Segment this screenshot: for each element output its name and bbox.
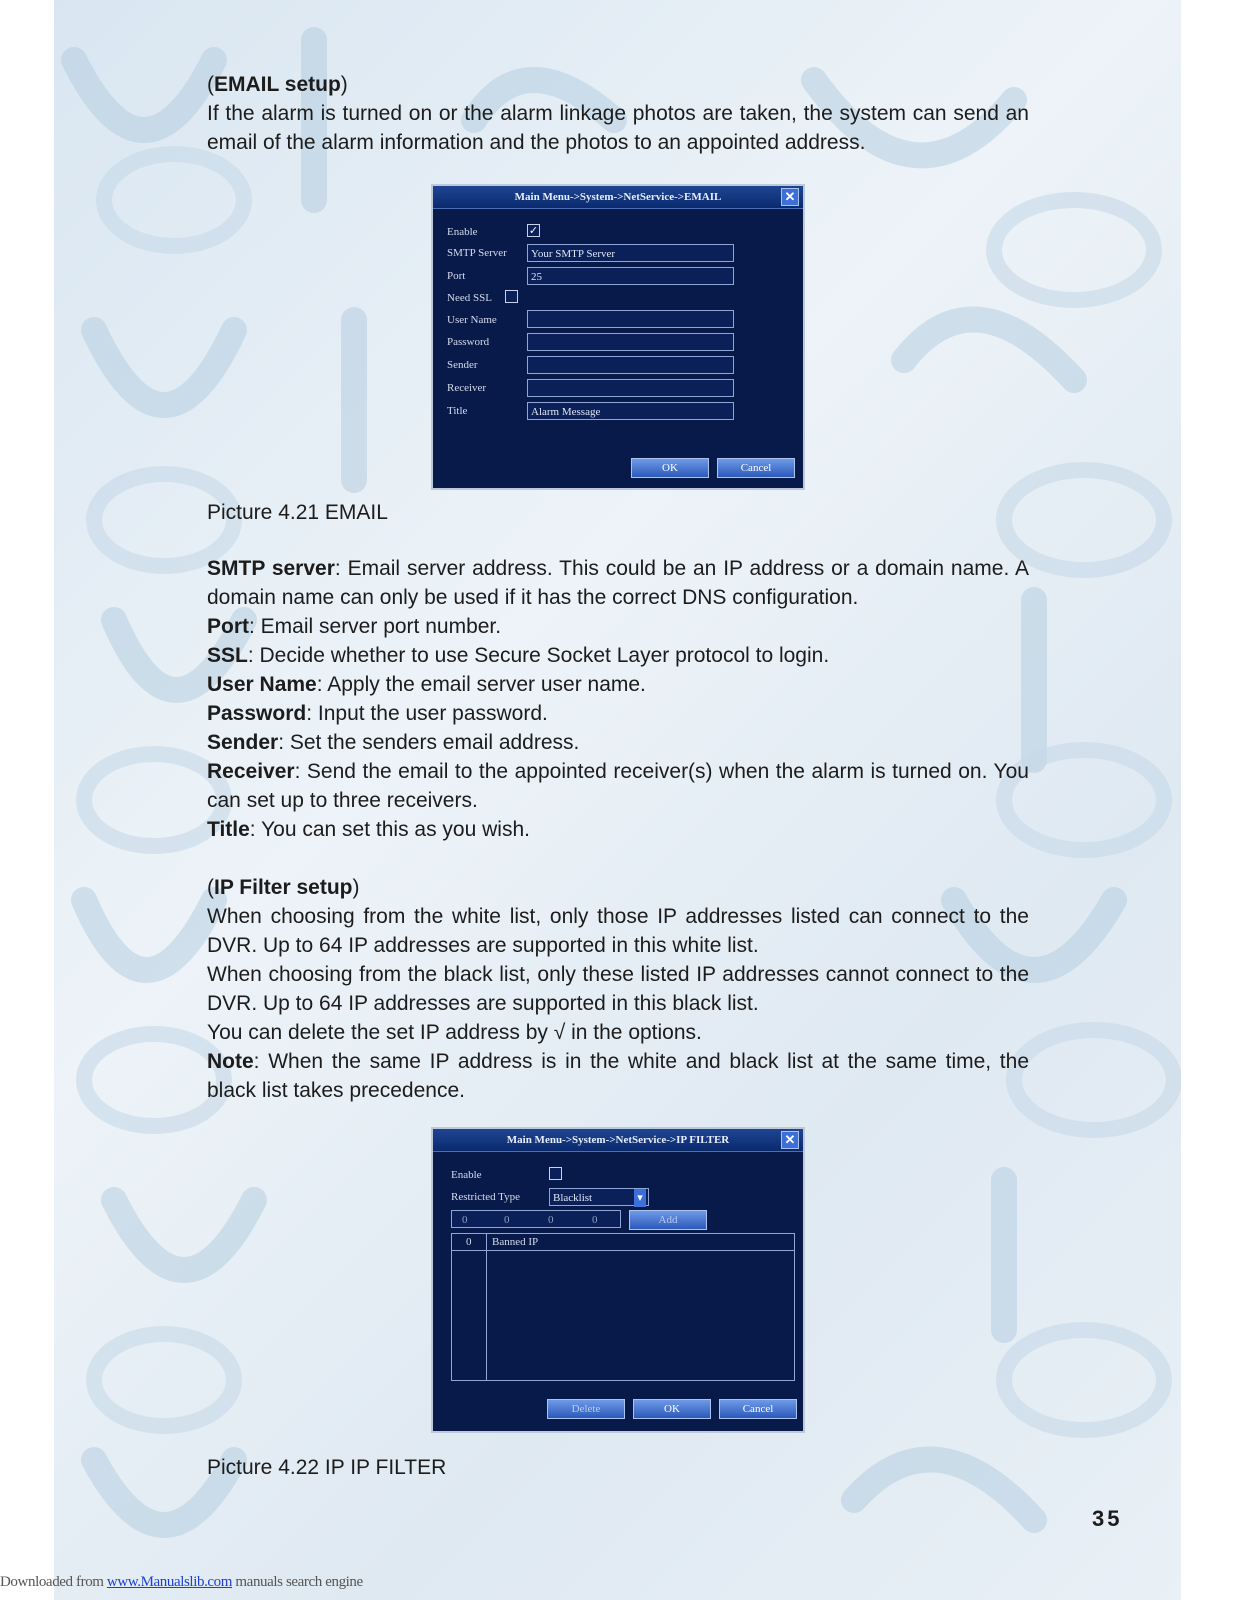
cancel-button[interactable]: Cancel xyxy=(717,458,795,478)
ipfilter-heading: (IP Filter setup) xyxy=(207,876,360,899)
password-label: Password xyxy=(447,336,490,348)
footer xyxy=(0,1574,363,1591)
page-content xyxy=(207,70,1029,1482)
definition-sender: Sender: Set the senders email address. xyxy=(207,731,580,754)
ipfilter-blacklist-text: When choosing from the black list, only these listed IP addresses cannot connect to the DVR. Up to 64 IP addresses are supported in this black list. xyxy=(207,963,1029,1015)
receiver-label: Receiver xyxy=(447,382,487,394)
restricted-type-select[interactable] xyxy=(549,1188,649,1206)
need-ssl-label: Need SSL xyxy=(447,292,492,304)
enable-label: Enable xyxy=(447,226,478,238)
page-number: 35 xyxy=(1092,1506,1123,1531)
footer-suffix: manuals search engine xyxy=(232,1574,363,1590)
ipfilter-dialog-screenshot xyxy=(431,1127,805,1433)
definition-title: Title: You can set this as you wish. xyxy=(207,818,530,841)
ipfilter-delete-text: You can delete the set IP address by √ in the options. xyxy=(207,1021,702,1044)
definition-receiver: Receiver: Send the email to the appointed receiver(s) when the alarm is turned on. You can set up to three receivers. xyxy=(207,760,1029,812)
smtp-server-label: SMTP Server xyxy=(447,247,507,259)
ipfilter-dialog-title: Main Menu->System->NetService->IP FILTER xyxy=(506,1134,730,1146)
smtp-server-field[interactable]: Your SMTP Server xyxy=(527,244,734,262)
port-field[interactable]: 25 xyxy=(527,267,734,285)
manualslib-link[interactable]: www.Manualslib.com xyxy=(106,1574,233,1590)
ipfilter-note: Note: When the same IP address is in the white and black list at the same time, the black list takes precedence. xyxy=(207,1050,1029,1102)
definition-password: Password: Input the user password. xyxy=(207,702,548,725)
receiver-field[interactable] xyxy=(527,379,734,397)
sender-label: Sender xyxy=(447,359,478,371)
delete-button[interactable]: Delete xyxy=(547,1399,625,1419)
email-heading: (EMAIL setup) xyxy=(207,73,348,96)
definition-ssl: SSL: Decide whether to use Secure Socket Layer protocol to login. xyxy=(207,644,830,667)
banned-ip-table xyxy=(451,1233,795,1381)
email-dialog-titlebar xyxy=(433,186,803,209)
definition-port: Port: Email server port number. xyxy=(207,615,502,638)
caption-email: Picture 4.21 EMAIL xyxy=(207,501,388,524)
ipfilter-whitelist-text: When choosing from the white list, only those IP addresses listed can connect to the DVR. Up to 64 IP addresses are supported in this white list. xyxy=(207,905,1029,957)
ipfilter-enable-checkbox[interactable] xyxy=(549,1167,562,1180)
definition-user-name: User Name: Apply the email server user name. xyxy=(207,673,646,696)
email-intro: If the alarm is turned on or the alarm linkage photos are taken, the system can send an email of the alarm information and the photos to an appointed address. xyxy=(207,102,1029,154)
user-name-label: User Name xyxy=(447,314,497,326)
ok-button[interactable]: OK xyxy=(631,458,709,478)
column-banned-ip-header: Banned IP xyxy=(492,1236,539,1248)
email-dialog-title: Main Menu->System->NetService->EMAIL xyxy=(514,191,722,203)
definition-list xyxy=(207,554,1029,844)
close-icon[interactable]: ✕ xyxy=(781,188,799,206)
ipfilter-ok-button[interactable]: OK xyxy=(633,1399,711,1419)
caption-ipfilter: Picture 4.22 IP IP FILTER xyxy=(207,1456,447,1479)
chevron-down-icon: ▾ xyxy=(634,1189,646,1207)
ip-address-input[interactable]: 0 0 0 0 xyxy=(451,1210,621,1228)
footer-prefix: Downloaded from xyxy=(0,1574,107,1590)
enable-checkbox[interactable]: ✓ xyxy=(528,225,539,237)
ipfilter-enable-label: Enable xyxy=(451,1169,482,1181)
need-ssl-checkbox[interactable] xyxy=(505,290,518,303)
ipfilter-cancel-button[interactable]: Cancel xyxy=(719,1399,797,1419)
restricted-type-value: Blacklist xyxy=(553,1192,593,1204)
column-index-header: 0 xyxy=(466,1236,472,1248)
user-name-field[interactable] xyxy=(527,310,734,328)
ipfilter-dialog-titlebar xyxy=(433,1129,803,1152)
restricted-type-label: Restricted Type xyxy=(451,1191,520,1203)
definition-smtp: SMTP server: Email server address. This could be an IP address or a domain name. A domain name can only be used if it has the correct DNS configuration. xyxy=(207,557,1029,609)
add-button[interactable]: Add xyxy=(629,1210,707,1230)
password-field[interactable] xyxy=(527,333,734,351)
title-label: Title xyxy=(447,405,468,417)
close-icon[interactable]: ✕ xyxy=(781,1131,799,1149)
port-label: Port xyxy=(447,270,466,282)
title-field[interactable]: Alarm Message xyxy=(527,402,734,420)
sender-field[interactable] xyxy=(527,356,734,374)
email-dialog-screenshot xyxy=(431,184,805,490)
